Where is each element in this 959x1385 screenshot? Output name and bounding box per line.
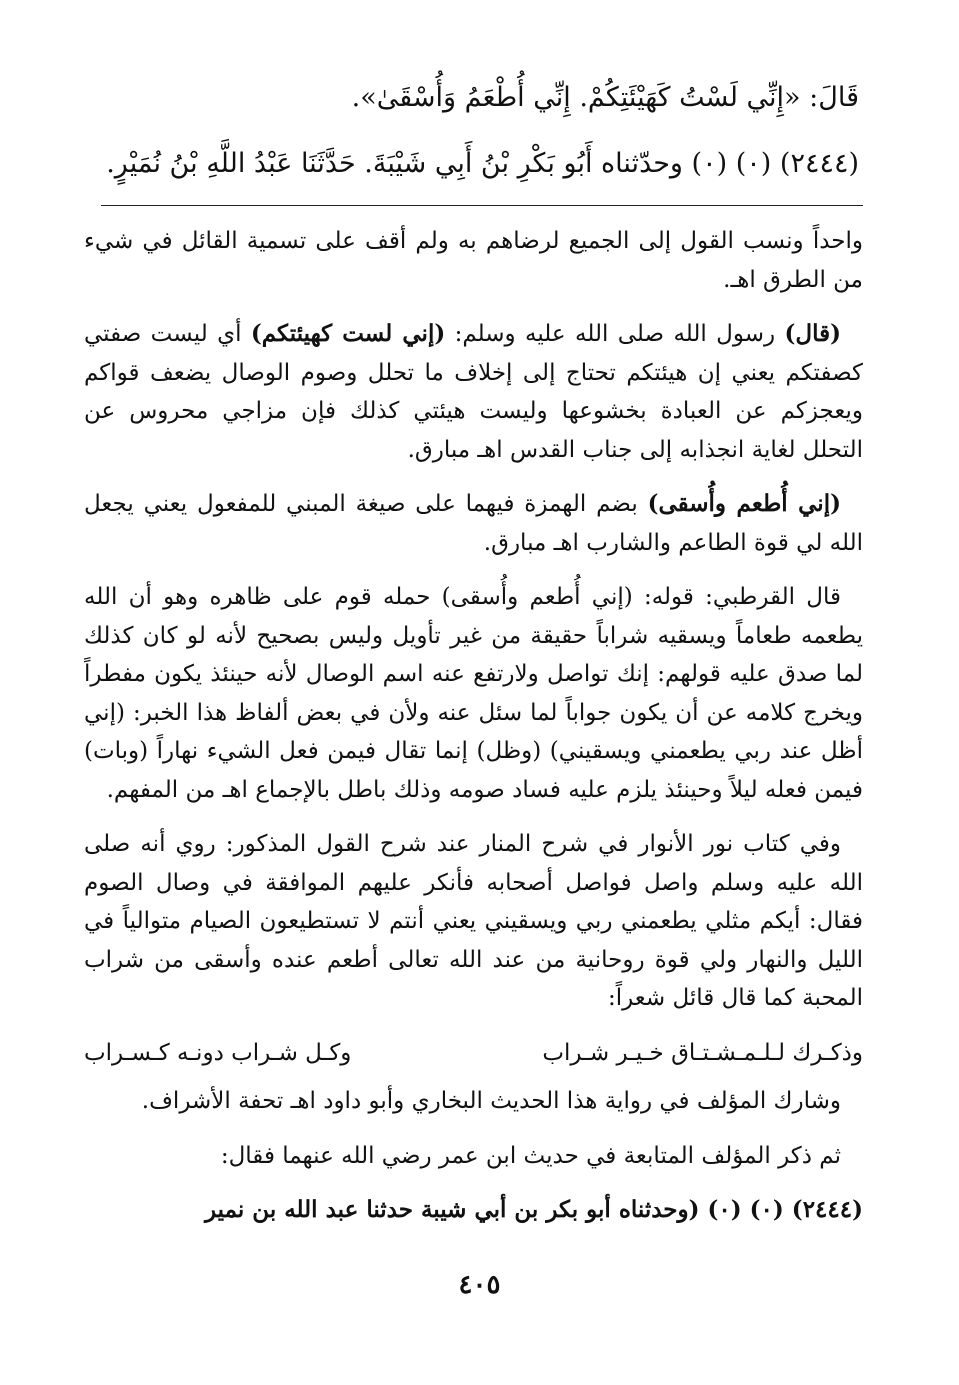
commentary-text: أي ليست صفتي كصفتكم يعني إن هيئتكم تحتاج إلى إخلاف ما تحلل وصوم الوصال يضعف قواكم ويعجزكم عن العبادة بخشوعها وليست هيئتي كذلك فإن مزاجي محروس عن التحلل لغاية انجذابه إلى جناب القدس اهـ مبارق. <box>84 321 863 463</box>
hadith-text-line-1: قَالَ: «إِنِّي لَسْتُ كَهَيْئَتِكُمْ. إِنِّي أُطْعَمُ وَأُسْقَىٰ». <box>351 82 859 113</box>
footnote-divider <box>101 205 863 206</box>
commentary-paragraph-2 <box>84 315 863 469</box>
commentary-paragraph-1: واحداً ونسب القول إلى الجميع لرضاهم به ولم أقف على تسمية القائل في شيء من الطرق اهـ. <box>84 228 863 293</box>
poem-hemistich-left: وكـل شـراب دونـه كـسـراب <box>84 1039 352 1066</box>
commentary-section <box>84 222 863 1246</box>
quoted-phrase: (إني لست كهيئتكم) <box>250 320 446 347</box>
commentary-paragraph-3 <box>84 485 863 562</box>
commentary-paragraph-7: ثم ذكر المؤلف المتابعة في حديث ابن عمر رضي الله عنهما فقال: <box>220 1142 841 1169</box>
poem-verse <box>84 1034 863 1073</box>
page-number: ٤٠٥ <box>458 1270 501 1300</box>
commentary-text: بضم الهمزة فيهما على صيغة المبني للمفعول يعني يجعل الله لي قوة الطاعم والشارب اهـ مبارق. <box>84 491 863 556</box>
quoted-phrase: (قال) <box>784 320 842 347</box>
commentary-paragraph-5: وفي كتاب نور الأنوار في شرح المنار عند شرح القول المذكور: روي أنه صلى الله عليه وسلم واصل فواصل أصحابه فأنكر عليهم الموافقة في وصال الصوم فقال: أيكم مثلي يطعمني ربي ويسقيني يعني أنتم لا تستطيعون الصيام متوالياً في الليل والنهار ولي قوة روحانية من عند الله تعالى أطعم عنده وأسقى من شراب المحبة كما قال قائل شعراً: <box>84 831 863 1011</box>
commentary-paragraph-6: وشارك المؤلف في رواية هذا الحديث البخاري وأبو داود اهـ تحفة الأشراف. <box>141 1088 841 1114</box>
commentary-paragraph-8: (٢٤٤٤) (٠) (٠) (وحدثناه أبو بكر بن أبي شيبة حدثنا عبد الله بن نمير <box>204 1196 863 1223</box>
poem-hemistich-right: وذكـرك لـلـمـشـتـاق خـيـر شـراب <box>542 1039 863 1066</box>
hadith-text-line-2: (٢٤٤٤) (٠) (٠) وحدّثناه أَبُو بَكْرِ بْنُ أَبِي شَيْبَةَ. حَدَّثَنَا عَبْدُ اللَّهِ بْنُ نُمَيْرٍ. <box>106 148 859 179</box>
commentary-text: رسول الله صلى الله عليه وسلم: <box>445 321 785 347</box>
commentary-paragraph-4: قال القرطبي: قوله: (إني أُطعم وأُسقى) حمله قوم على ظاهره وهو أن الله يطعمه طعاماً ويسقيه شراباً حقيقة من غير تأويل وليس بصحيح لأنه لو كان كذلك لما صدق عليه قولهم: إنك تواصل ولارتفع عنه اسم الوصال لأنه حينئذ يكون مفطراً ويخرج كلامه عن أن يكون جواباً لما سئل عنه ولأن في بعض ألفاظ هذا الخبر: (إني أظل عند ربي يطعمني ويسقيني) (وظل) إنما تقال فيمن فعل الشيء نهاراً (وبات) فيمن فعله ليلاً وحينئذ يلزم عليه فساد صومه وذلك باطل بالإجماع اهـ من المفهم. <box>84 584 863 803</box>
quoted-phrase: (إني أُطعم وأُسقى) <box>647 490 841 517</box>
